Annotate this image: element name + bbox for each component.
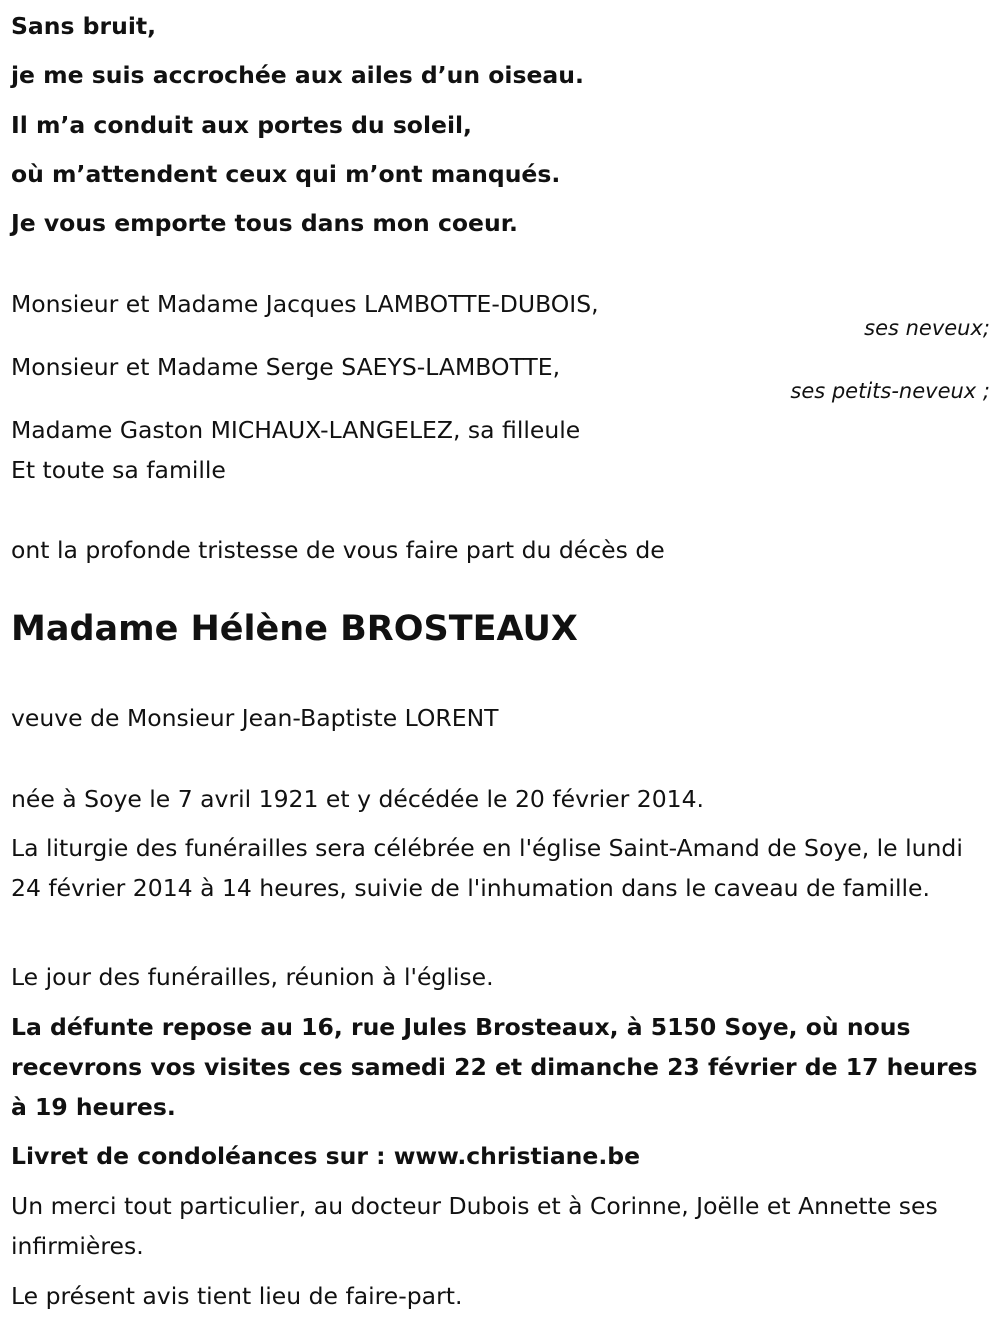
condolences-link-text: Livret de condoléances sur : www.christiane.be — [11, 1142, 641, 1170]
deceased-name: Madame Hélène BROSTEAUX — [11, 609, 578, 649]
notice-text: Le présent avis tient lieu de faire-part. — [11, 1282, 463, 1310]
family-relation-1: ses neveux; — [864, 316, 990, 340]
poem-line-2: je me suis accrochée aux ailes d’un oiseau. — [11, 61, 584, 89]
poem-line-3: Il m’a conduit aux portes du soleil, — [11, 111, 472, 139]
thanks-paragraph: Un merci tout particulier, au docteur Dubois et à Corinne, Joëlle et Annette ses infirmières. — [11, 1192, 938, 1260]
family-line-1: Monsieur et Madame Jacques LAMBOTTE-DUBOIS, — [11, 290, 599, 318]
widow-text: veuve de Monsieur Jean-Baptiste LORENT — [11, 704, 499, 732]
reunion-text: Le jour des funérailles, réunion à l'église. — [11, 963, 494, 991]
liturgy-paragraph: La liturgie des funérailles sera célébrée en l'église Saint-Amand de Soye, le lundi 24 février 2014 à 14 heures, suivie de l'inhumation dans le caveau de famille. — [11, 834, 963, 902]
poem-line-1: Sans bruit, — [11, 12, 157, 40]
dates-text: née à Soye le 7 avril 1921 et y décédée le 20 février 2014. — [11, 785, 705, 813]
family-line-3: Madame Gaston MICHAUX-LANGELEZ, sa filleule — [11, 416, 581, 444]
family-relation-2: ses petits-neveux ; — [790, 379, 990, 403]
poem-line-5: Je vous emporte tous dans mon coeur. — [11, 209, 518, 237]
visits-paragraph: La défunte repose au 16, rue Jules Brosteaux, à 5150 Soye, où nous recevrons vos visites ces samedi 22 et dimanche 23 février de 17 heures à 19 heures. — [11, 1013, 978, 1121]
announcement-text: ont la profonde tristesse de vous faire part du décès de — [11, 536, 665, 564]
family-line-4: Et toute sa famille — [11, 456, 226, 484]
poem-line-4: où m’attendent ceux qui m’ont manqués. — [11, 160, 561, 188]
family-line-2: Monsieur et Madame Serge SAEYS-LAMBOTTE, — [11, 353, 561, 381]
